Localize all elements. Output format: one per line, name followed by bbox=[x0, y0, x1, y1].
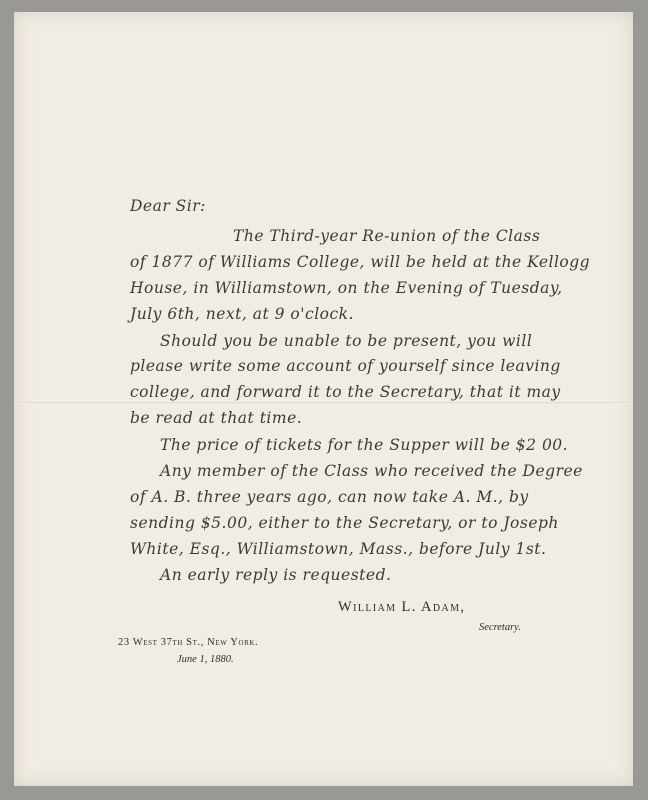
letter-line: sending $5.00, either to the Secretary, or to Joseph bbox=[130, 514, 559, 532]
letter-date: June 1, 1880. bbox=[177, 654, 234, 665]
signature-title: Secretary. bbox=[479, 622, 521, 633]
letter-line: The price of tickets for the Supper will be $2 00. bbox=[160, 436, 569, 454]
letter-line: college, and forward it to the Secretary, that it may bbox=[130, 383, 561, 401]
sender-address: 23 West 37th St., New York. bbox=[118, 637, 259, 648]
letter-line: of 1877 of Williams College, will be held at the Kellogg bbox=[130, 253, 591, 271]
signature-name: William L. Adam, bbox=[338, 599, 466, 615]
letter-line: please write some account of yourself since leaving bbox=[130, 357, 561, 375]
letter-line: Should you be unable to be present, you will bbox=[160, 332, 533, 350]
letter-line: House, in Williamstown, on the Evening of Tuesday, bbox=[130, 279, 563, 297]
fold-crease bbox=[14, 402, 633, 404]
letter-line: An early reply is requested. bbox=[160, 566, 392, 584]
letter-line: be read at that time. bbox=[130, 409, 303, 427]
salutation: Dear Sir: bbox=[130, 197, 206, 215]
letter-line: of A. B. three years ago, can now take A. M., by bbox=[130, 488, 529, 506]
letter-line: July 6th, next, at 9 o'clock. bbox=[130, 305, 354, 323]
letter-line: Any member of the Class who received the Degree bbox=[160, 462, 583, 480]
letter-line: The Third-year Re-union of the Class bbox=[233, 227, 541, 245]
letter-line: White, Esq., Williamstown, Mass., before July 1st. bbox=[130, 540, 547, 558]
